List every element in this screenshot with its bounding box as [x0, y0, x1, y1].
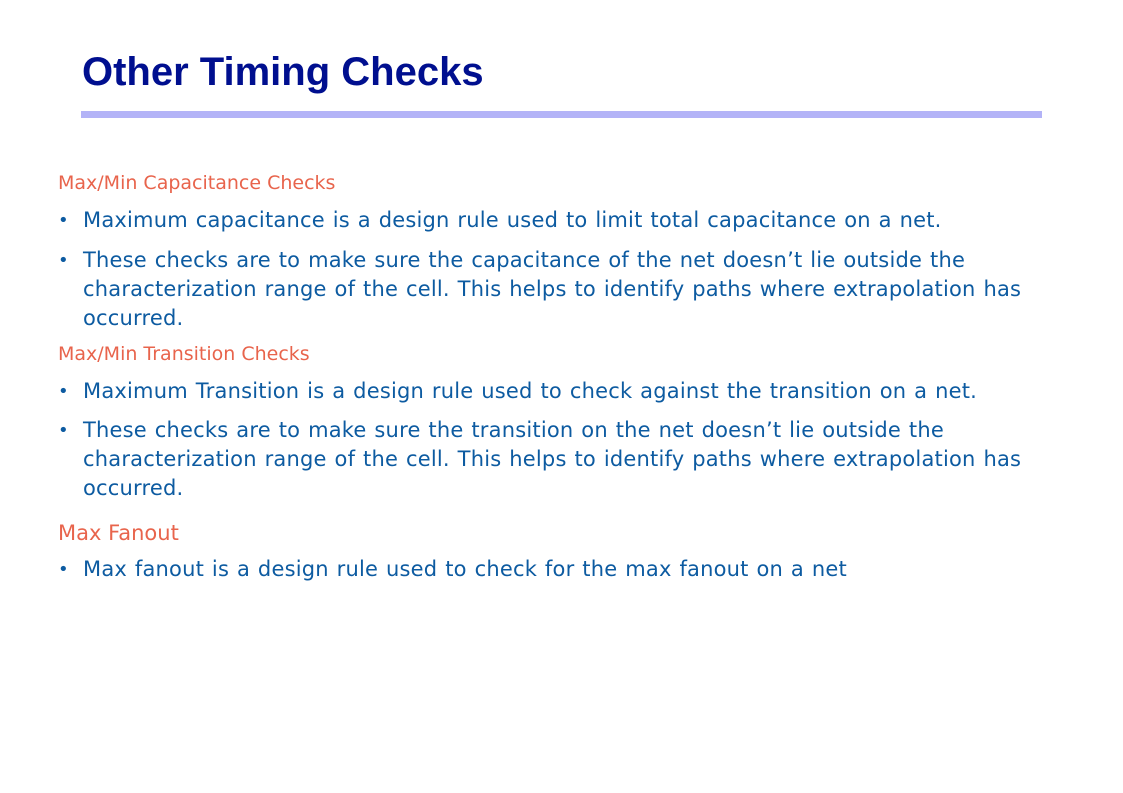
- bullet-item: [58, 555, 1058, 584]
- section-heading-fanout: Max Fanout: [58, 521, 179, 545]
- bullet-dot-icon: •: [58, 210, 69, 231]
- section-heading-capacitance: Max/Min Capacitance Checks: [58, 172, 336, 194]
- bullet-text: Maximum Transition is a design rule used to check against the transition on a net.: [83, 379, 978, 403]
- title-underline: [81, 111, 1042, 118]
- bullet-list-capacitance: [58, 206, 1058, 333]
- bullet-item: [58, 377, 1048, 406]
- bullet-item: [58, 416, 1068, 503]
- bullet-list-transition: [58, 377, 1058, 503]
- bullet-text: Max fanout is a design rule used to check for the max fanout on a net: [83, 557, 847, 581]
- slide-title: Other Timing Checks: [82, 50, 484, 94]
- bullet-list-fanout: [58, 555, 1058, 584]
- bullet-item: [58, 246, 1043, 333]
- bullet-dot-icon: •: [58, 420, 69, 441]
- bullet-dot-icon: •: [58, 250, 69, 271]
- bullet-item: [58, 206, 1058, 235]
- bullet-dot-icon: •: [58, 559, 69, 580]
- section-heading-transition: Max/Min Transition Checks: [58, 343, 310, 365]
- bullet-text: Maximum capacitance is a design rule used to limit total capacitance on a net.: [83, 208, 942, 232]
- bullet-text: These checks are to make sure the capacitance of the net doesn’t lie outside the characterization range of the cell. This helps to identify paths where extrapolation has occurred.: [83, 248, 1022, 330]
- slide-content: [58, 170, 1058, 584]
- bullet-text: These checks are to make sure the transition on the net doesn’t lie outside the characterization range of the cell. This helps to identify paths where extrapolation has occurred.: [83, 418, 1022, 500]
- bullet-dot-icon: •: [58, 381, 69, 402]
